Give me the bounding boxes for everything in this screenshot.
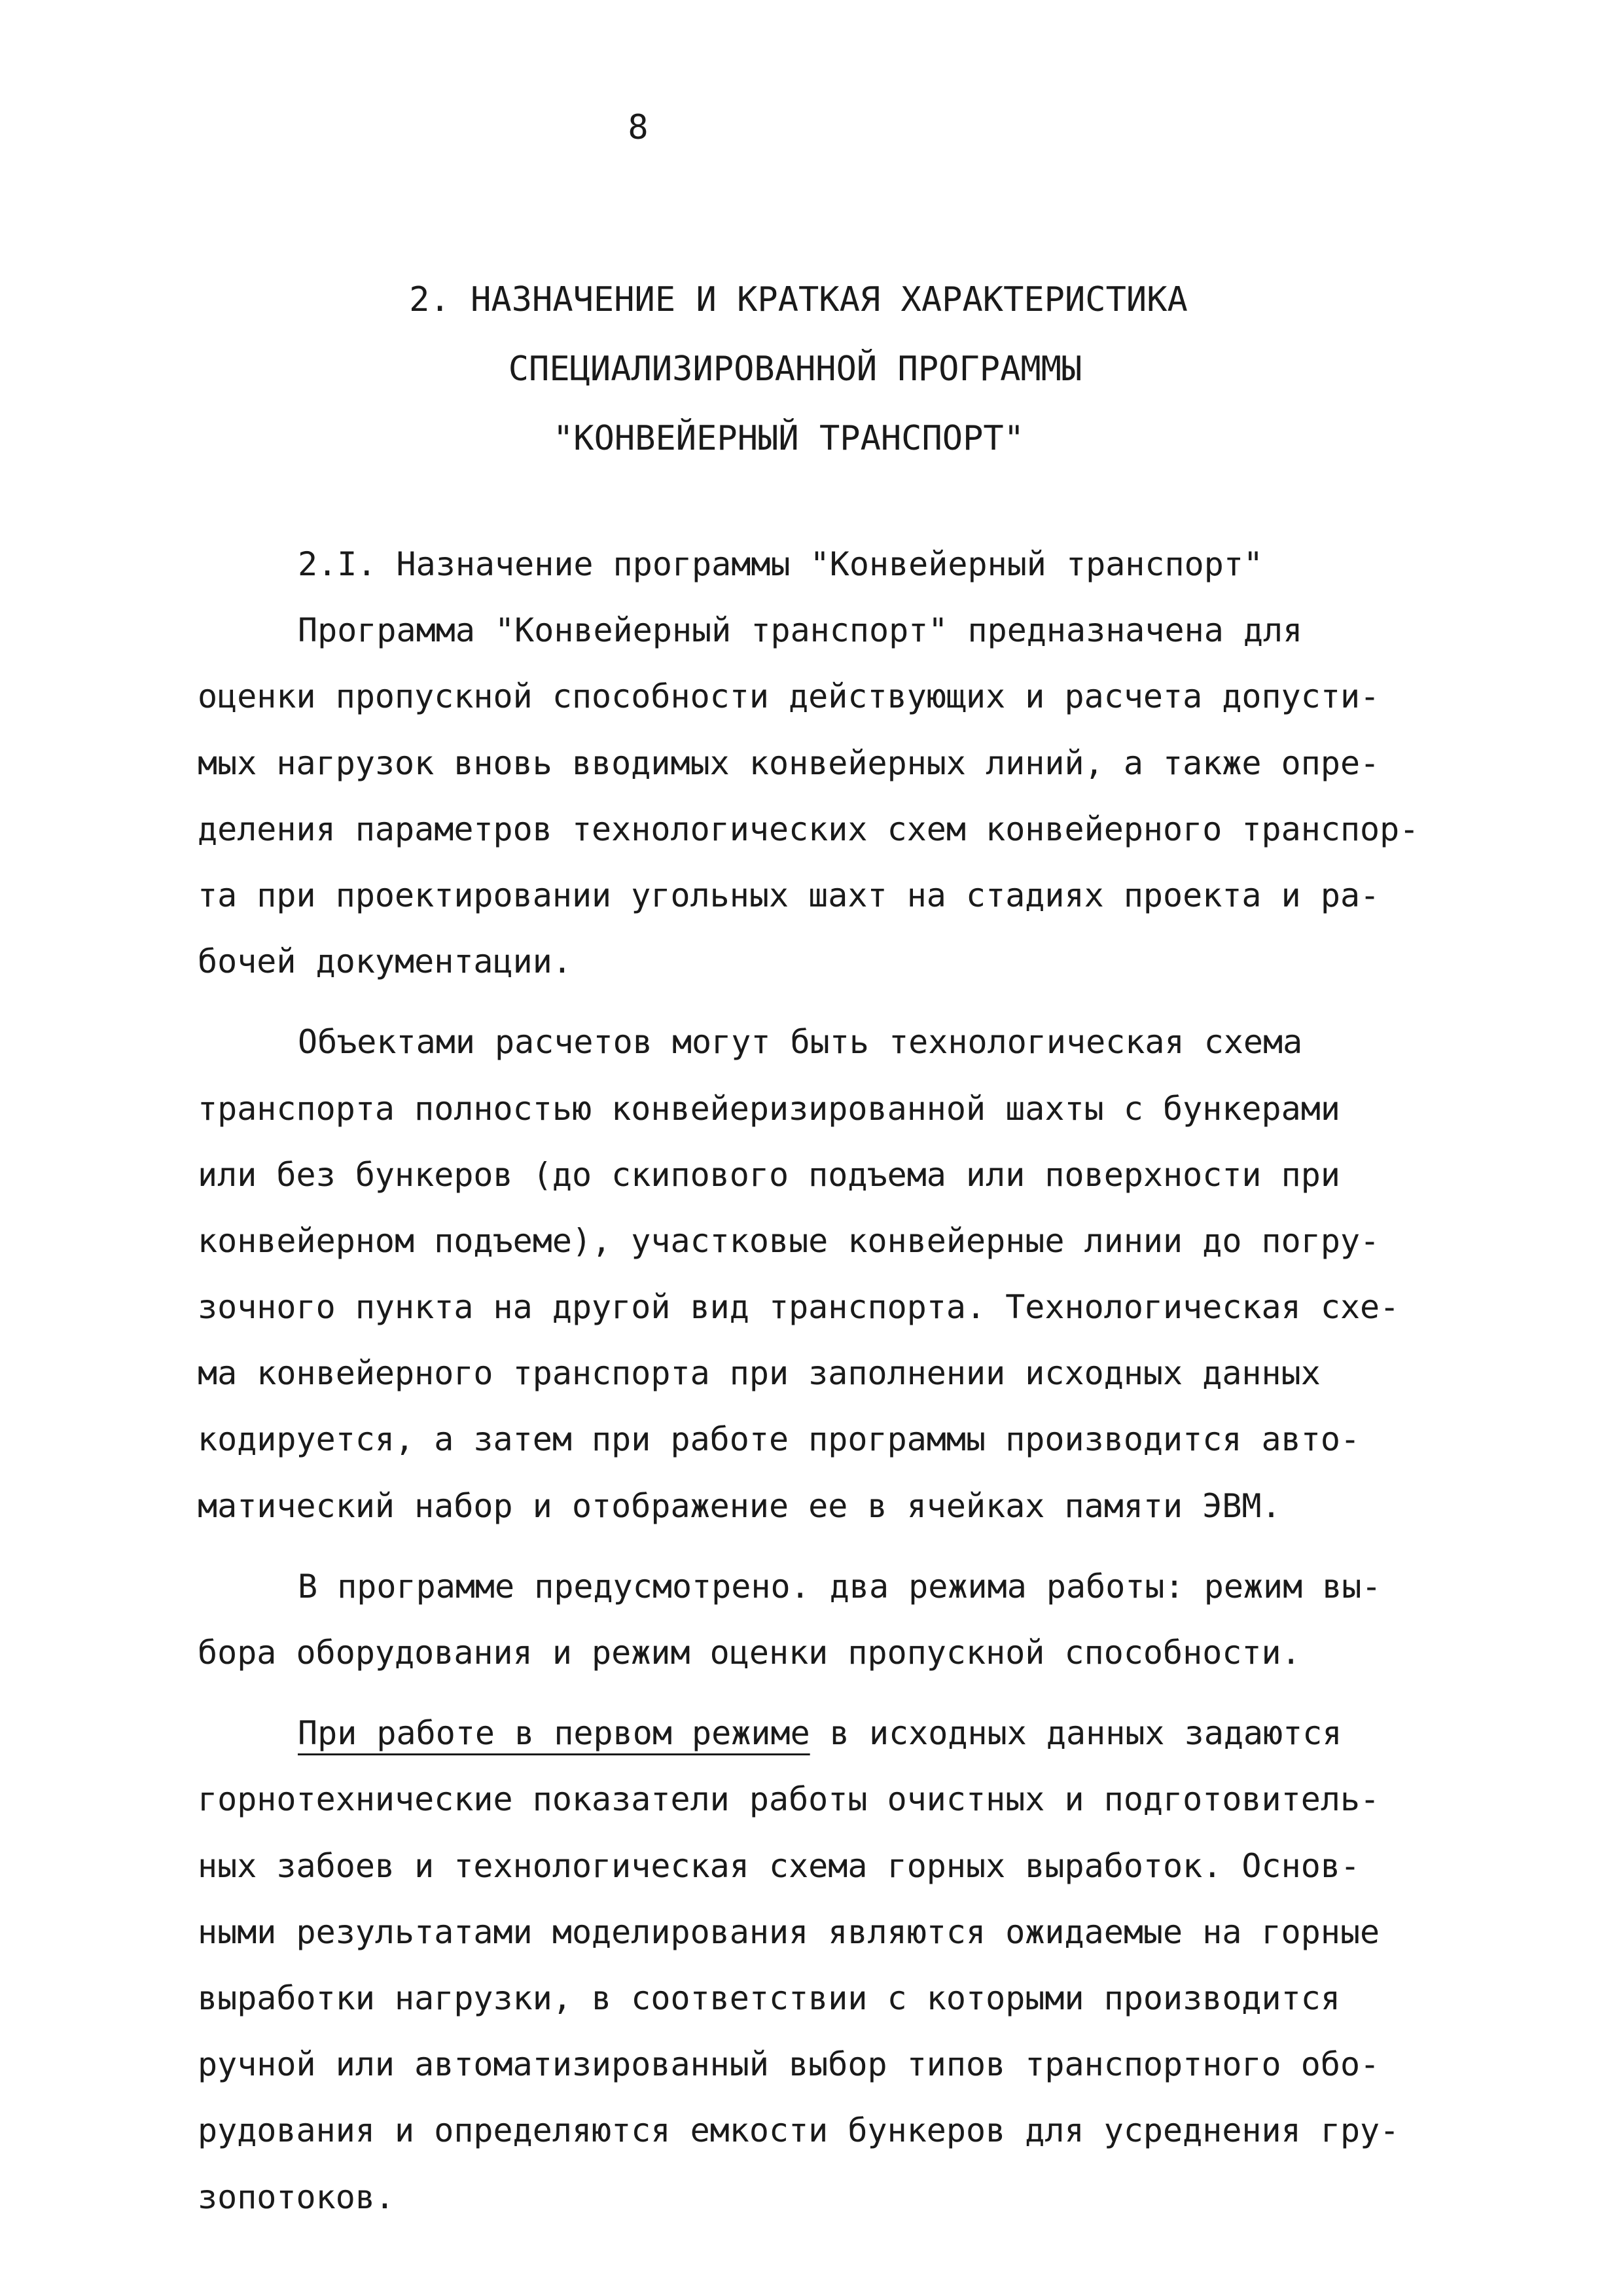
- paragraph-1-line: деления параметров технологических схем конвейерного транспор-: [198, 810, 1419, 848]
- paragraph-4-line: ручной или автоматизированный выбор типов транспортного обо-: [198, 2045, 1380, 2084]
- page-number: 8: [628, 108, 649, 147]
- heading-line-2: СПЕЦИАЛИЗИРОВАННОЙ ПРОГРАММЫ: [508, 350, 1082, 389]
- paragraph-1-line: оценки пропускной способности действующих и расчета допусти-: [198, 677, 1380, 716]
- section-heading: [0, 265, 1623, 473]
- paragraph-2-line: матический набор и отображение ее в ячейках памяти ЭВМ.: [198, 1486, 1281, 1525]
- underlined-phrase: При работе в первом режиме: [298, 1714, 810, 1753]
- body-text: [198, 531, 1493, 2231]
- heading-line-3: "КОНВЕЙЕРНЫЙ ТРАНСПОРТ": [552, 419, 1025, 458]
- paragraph-4-line: рудования и определяются емкости бункеров для усреднения гру-: [198, 2111, 1400, 2150]
- paragraph-2-line: Объектами расчетов могут быть технологическая схема: [298, 1023, 1303, 1062]
- paragraph-2-line: зочного пункта на другой вид транспорта. Технологическая схе-: [198, 1288, 1400, 1327]
- paragraph-3-line: бора оборудования и режим оценки пропускной способности.: [198, 1634, 1301, 1672]
- paragraph-2-line: кодируется, а затем при работе программы производится авто-: [198, 1420, 1361, 1459]
- heading-line-1: 2. НАЗНАЧЕНИЕ И КРАТКАЯ ХАРАКТЕРИСТИКА: [409, 280, 1188, 319]
- paragraph-4-line: горнотехнические показатели работы очистных и подготовитель-: [198, 1780, 1380, 1819]
- paragraph-4-line: ных забоев и технологическая схема горных выработок. Основ-: [198, 1846, 1361, 1885]
- paragraph-4-line: зопотоков.: [198, 2178, 395, 2216]
- paragraph-1-line: мых нагрузок вновь вводимых конвейерных линий, а также опре-: [198, 744, 1380, 782]
- paragraph-1-line: бочей документации.: [198, 942, 572, 981]
- paragraph-4-line: ными результатами моделирования являются ожидаемые на горные: [198, 1912, 1380, 1951]
- paragraph-4-line: выработки нагрузки, в соответствии с которыми производится: [198, 1979, 1340, 2017]
- paragraph-1-line: та при проектировании угольных шахт на стадиях проекта и ра-: [198, 876, 1380, 914]
- paragraph-2-line: транспорта полностью конвейеризированной шахты с бункерами: [198, 1089, 1340, 1128]
- paragraph-2-line: или без бункеров (до скипового подъема или поверхности при: [198, 1155, 1340, 1194]
- paragraph-4-first-rest: в исходных данных задаются: [810, 1714, 1342, 1753]
- paragraph-2-line: ма конвейерного транспорта при заполнении исходных данных: [198, 1354, 1321, 1393]
- paragraph-4-first-line: [198, 1700, 1493, 1767]
- subsection-title: 2.I. Назначение программы "Конвейерный транспорт": [298, 545, 1264, 583]
- paragraph-3-line: В программе предусмотрено. два режима работы: режим вы-: [298, 1567, 1382, 1605]
- paragraph-2-line: конвейерном подъеме), участковые конвейерные линии до погру-: [198, 1221, 1380, 1260]
- paragraph-1-line: Программа "Конвейерный транспорт" предназначена для: [298, 611, 1303, 650]
